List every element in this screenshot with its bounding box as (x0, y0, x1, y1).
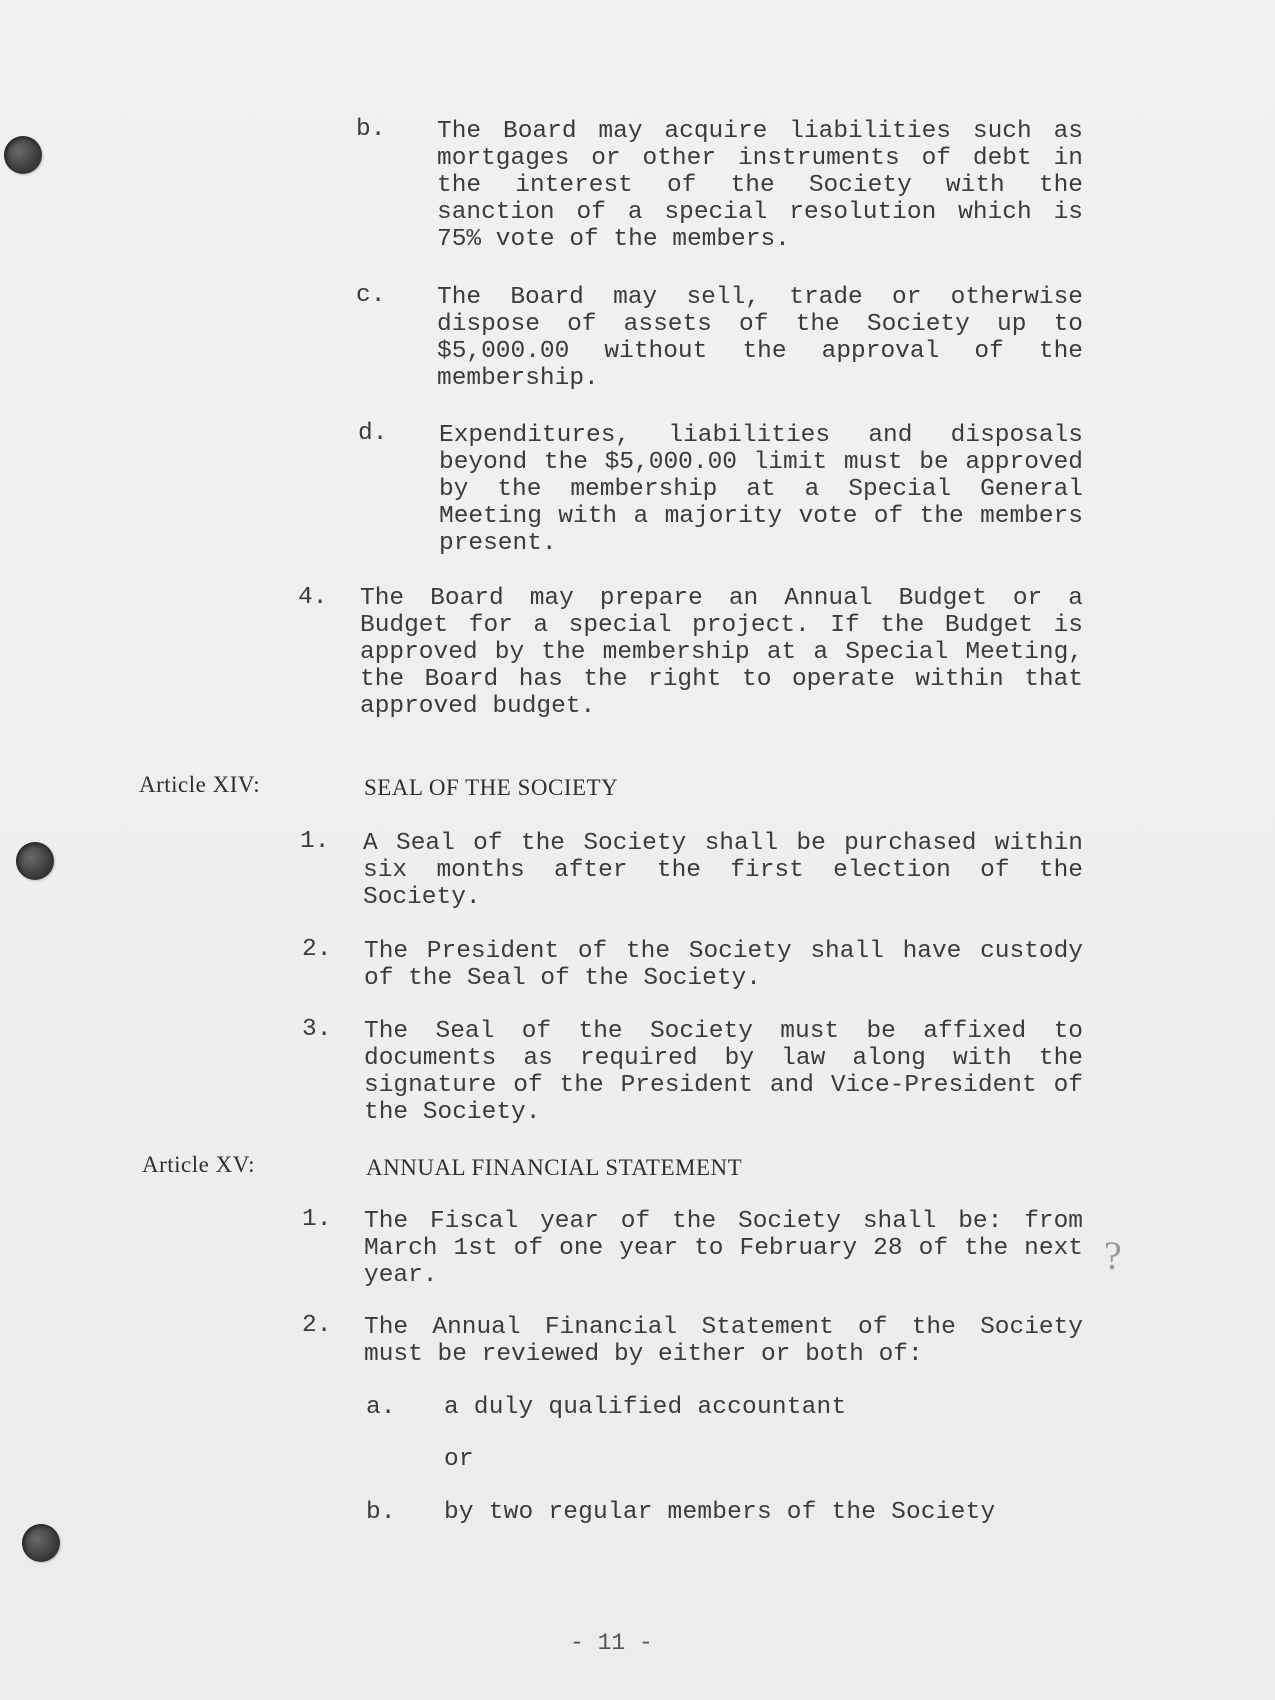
item-label: c. (356, 282, 386, 309)
punch-hole-icon (4, 136, 42, 174)
item-text: Expenditures, liabilities and disposals beyond the $5,000.00 limit must be approved by the membership at a Special General Meeting with a majority vote of the members present. (439, 422, 1083, 557)
item-text: A Seal of the Society shall be purchased within six months after the first election of the Society. (363, 830, 1083, 911)
item-text: The Seal of the Society must be affixed to documents as required by law along with the signature of the President and Vice-President of the Society. (364, 1018, 1083, 1126)
handwritten-question-mark: ? (1104, 1233, 1122, 1278)
item-text: The Fiscal year of the Society shall be: from March 1st of one year to February 28 of the next year. (364, 1208, 1083, 1289)
sub-item-label: a. (366, 1394, 396, 1421)
item-label: 1. (300, 828, 330, 855)
item-text: The Board may acquire liabilities such as mortgages or other instruments of debt in the interest of the Society with the sanction of a special resolution which is 75% vote of the members. (437, 118, 1083, 253)
item-label: b. (356, 116, 386, 143)
item-label: 1. (302, 1206, 332, 1233)
article-label: Article XIV: (139, 772, 261, 797)
punch-hole-icon (22, 1524, 60, 1562)
sub-item-label: b. (366, 1499, 396, 1526)
punch-hole-icon (16, 842, 54, 880)
item-label: d. (358, 420, 388, 447)
sub-item-text: a duly qualified accountant (444, 1394, 847, 1421)
sub-item-connector: or (444, 1446, 474, 1473)
item-text: The Annual Financial Statement of the Society must be reviewed by either or both of: (364, 1314, 1083, 1368)
article-title: ANNUAL FINANCIAL STATEMENT (366, 1155, 743, 1180)
item-text: The Board may prepare an Annual Budget or a Budget for a special project. If the Budget is approved by the membership at a Special Meeting, the Board has the right to operate within that approved budget. (360, 585, 1083, 720)
item-label: 3. (302, 1016, 332, 1043)
article-title: SEAL OF THE SOCIETY (364, 775, 619, 800)
article-label: Article XV: (142, 1152, 256, 1177)
item-label: 2. (302, 936, 332, 963)
sub-item-text: by two regular members of the Society (444, 1499, 996, 1526)
page-number: - 11 - (570, 1630, 653, 1656)
item-label: 4. (298, 584, 328, 611)
item-text: The President of the Society shall have custody of the Seal of the Society. (364, 938, 1083, 992)
item-label: 2. (302, 1312, 332, 1339)
item-text: The Board may sell, trade or otherwise dispose of assets of the Society up to $5,000.00 without the approval of the membership. (437, 284, 1083, 392)
